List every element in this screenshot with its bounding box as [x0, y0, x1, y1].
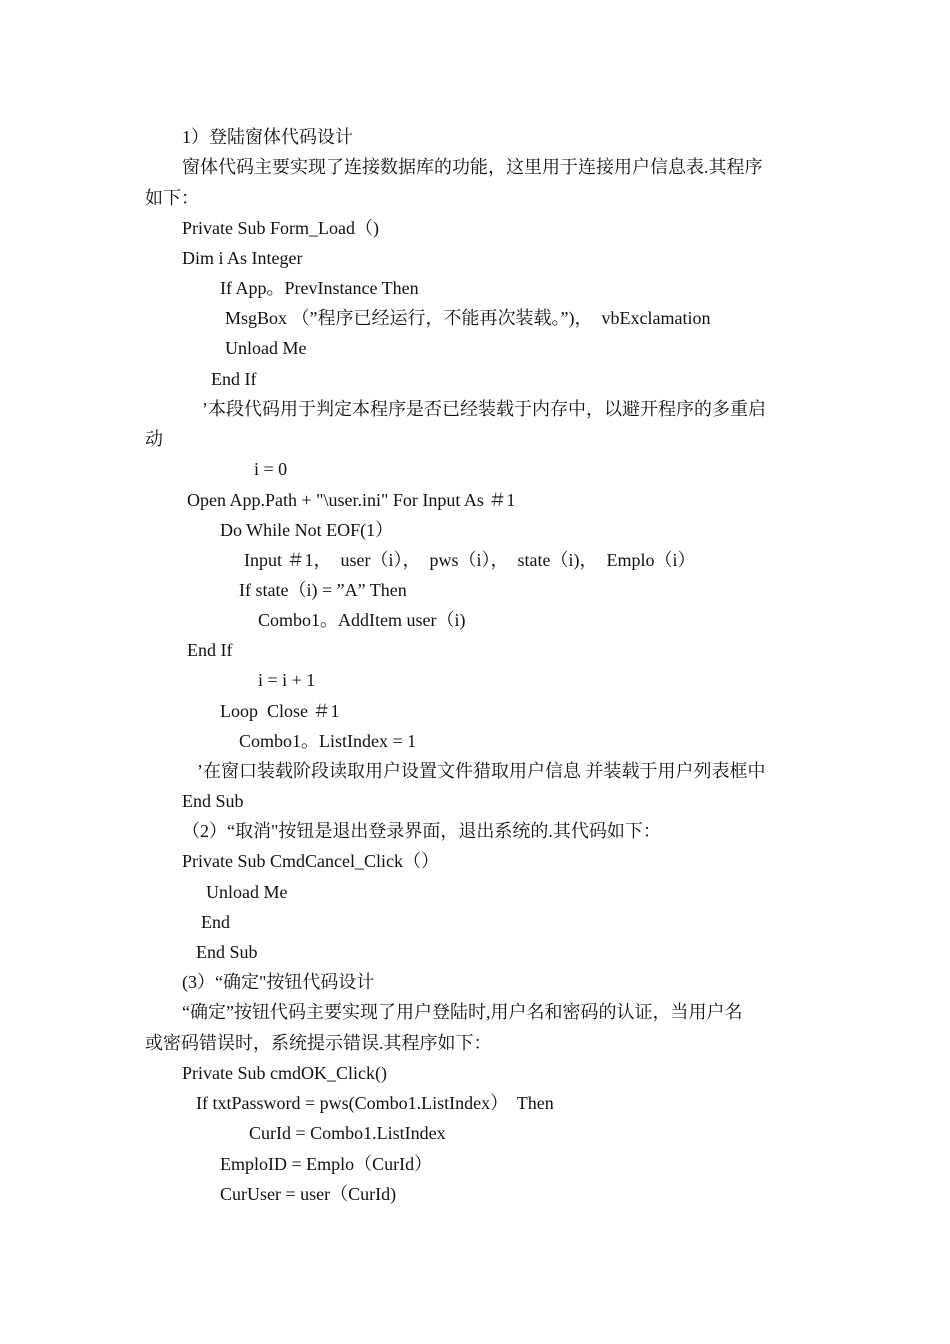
- code-line: CurUser = user（CurId): [220, 1184, 397, 1204]
- code-line: Private Sub cmdOK_Click(): [182, 1063, 387, 1083]
- code-line: Private Sub Form_Load（): [182, 218, 379, 238]
- code-line: If App。PrevInstance Then: [220, 278, 419, 298]
- code-comment-line: 动: [145, 429, 163, 449]
- code-line: MsgBox （”程序已经运行，不能再次装载。”)， vbExclamation: [225, 308, 711, 328]
- code-line: If state（i) = ”A” Then: [239, 580, 407, 600]
- code-line: End If: [211, 369, 257, 389]
- paragraph-line: “确定”按钮代码主要实现了用户登陆时,用户名和密码的认证，当用户名: [182, 1002, 743, 1022]
- code-line: Open App.Path + "\user.ini" For Input As ＃1: [187, 490, 516, 510]
- code-line: Dim i As Integer: [182, 248, 303, 268]
- section-heading-ok-button: (3）“确定"按钮代码设计: [182, 972, 375, 992]
- paragraph-line: 或密码错误时，系统提示错误.其程序如下：: [145, 1033, 492, 1053]
- code-line: Unload Me: [225, 338, 307, 358]
- code-line: Combo1。ListIndex = 1: [239, 731, 417, 751]
- code-comment-line: ’本段代码用于判定本程序是否已经装载于内存中，以避开程序的多重启: [202, 399, 766, 419]
- code-line: Do While Not EOF(1）: [220, 520, 394, 540]
- paragraph-line: 窗体代码主要实现了连接数据库的功能，这里用于连接用户信息表.其程序: [182, 157, 763, 177]
- code-line: CurId = Combo1.ListIndex: [249, 1123, 446, 1143]
- code-line: EmploID = Emplo（CurId）: [220, 1154, 433, 1174]
- code-line: End If: [187, 640, 233, 660]
- code-line: Combo1。AddItem user（i): [258, 610, 466, 630]
- code-line: i = 0: [254, 459, 288, 479]
- code-line: End Sub: [196, 942, 258, 962]
- code-line: End: [201, 912, 230, 932]
- code-line: If txtPassword = pws(Combo1.ListIndex） Then: [196, 1093, 554, 1113]
- code-line: Unload Me: [206, 882, 288, 902]
- code-line: Input ＃1， user（i）， pws（i）， state（i)， Emplo（i）: [244, 550, 696, 570]
- code-line: End Sub: [182, 791, 244, 811]
- code-line: Loop Close ＃1: [220, 701, 340, 721]
- code-line: i = i + 1: [258, 670, 316, 690]
- section-heading-login-form: 1）登陆窗体代码设计: [182, 127, 353, 147]
- code-comment-line: ’在窗口装载阶段读取用户设置文件猎取用户信息 并装载于用户列表框中: [197, 761, 766, 781]
- section-heading-cancel-button: （2）“取消"按钮是退出登录界面，退出系统的.其代码如下：: [182, 821, 661, 841]
- code-line: Private Sub CmdCancel_Click（）: [182, 851, 439, 871]
- paragraph-line: 如下：: [145, 188, 199, 208]
